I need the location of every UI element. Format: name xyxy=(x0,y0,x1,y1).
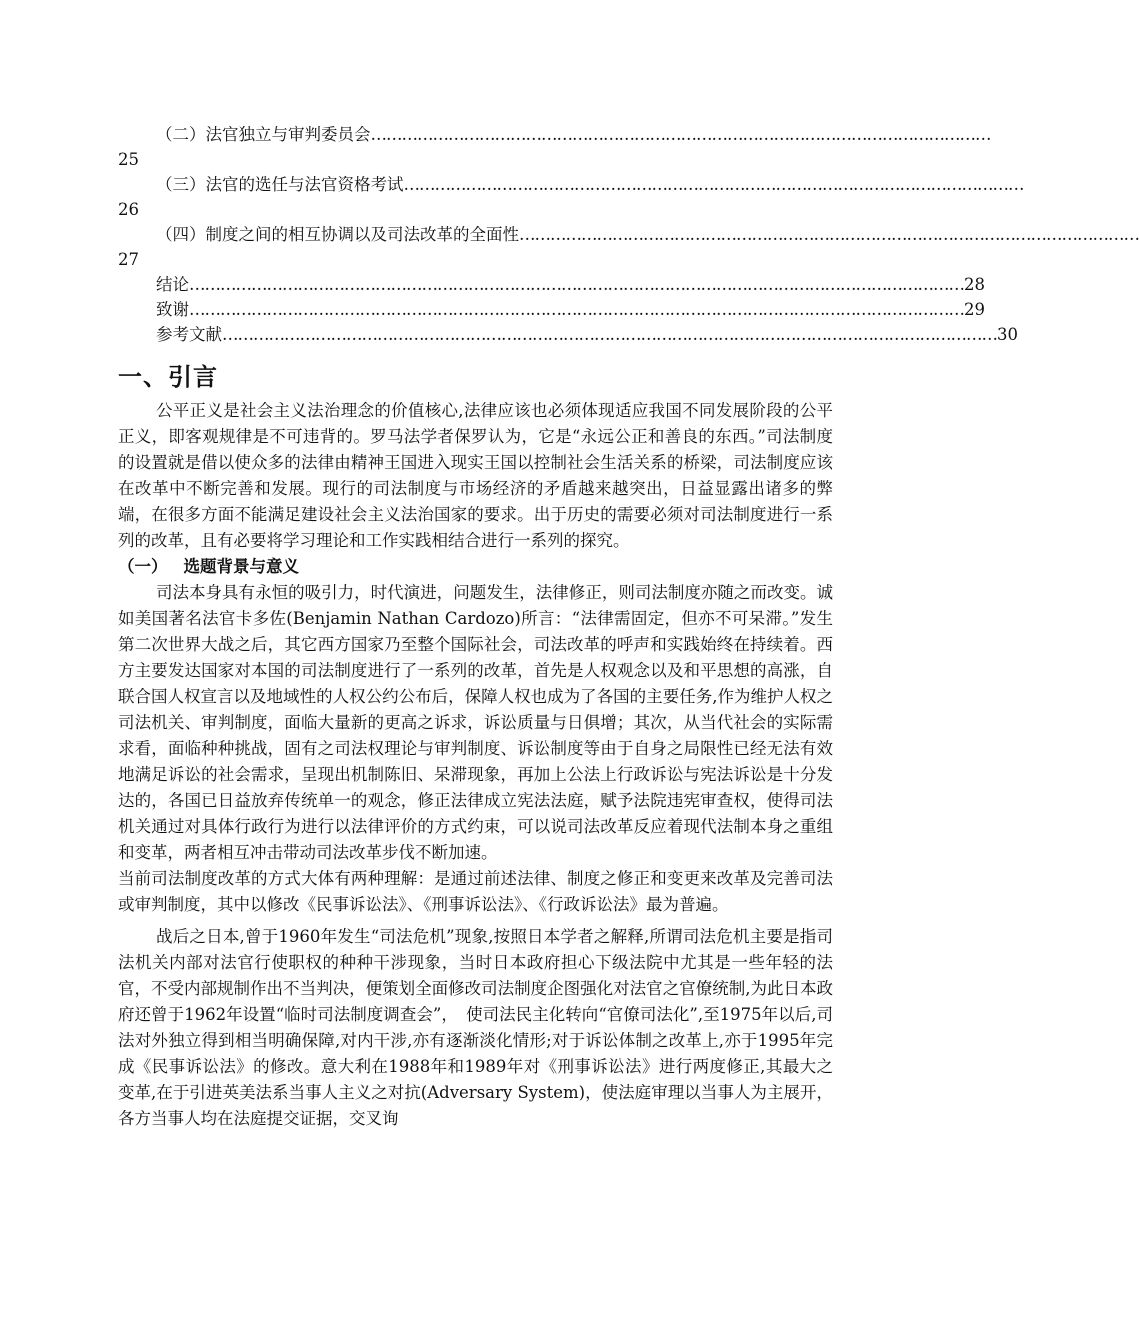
toc-entry xyxy=(118,172,1024,197)
toc-leader-dots: …………………………………………………………………………………………………………………………………… xyxy=(189,275,964,294)
paragraph: 司法本身具有永恒的吸引力，时代演进，问题发生，法律修正，则司法制度亦随之而改变。诚如美国著名法官卡多佐(Benjamin Nathan Cardozo)所言：“法律需固定，但亦不可呆滞。”发生第二次世界大战之后，其它西方国家乃至整个国际社会，司法改革的呼声和实践始终在持续着。西方主要发达国家对本国的司法制度进行了一系列的改革，首先是人权观念以及和平思想的高涨，自联合国人权宣言以及地域性的人权公约公布后，保障人权也成为了各国的主要任务,作为维护人权之司法机关、审判制度，面临大量新的更高之诉求，诉讼质量与日俱增；其次，从当代社会的实际需求看，面临种种挑战，固有之司法权理论与审判制度、诉讼制度等由于自身之局限性已经无法有效地满足诉讼的社会需求，呈现出机制陈旧、呆滞现象，再加上公法上行政诉讼与宪法诉讼是十分发达的，各国已日益放弃传统单一的观念，修正法律成立宪法法庭，赋予法院违宪审查权，使得司法机关通过对具体行政行为进行以法律评价的方式约束，可以说司法改革反应着现代法制本身之重组和变革，两者相互冲击带动司法改革步伐不断加速。 xyxy=(118,583,833,862)
toc-entry-page: 27 xyxy=(118,250,139,269)
toc-leader-dots: …………………………………………………………………………………………………………………………………… xyxy=(189,300,964,319)
toc-leader-dots: …………………………………………………………………………………………………………………………………… xyxy=(222,325,997,344)
paragraph: 战后之日本,曾于1960年发生“司法危机”现象,按照日本学者之解释,所谓司法危机主要是指司法机关内部对法官行使职权的种种干涉现象，当时日本政府担心下级法院中尤其是一些年轻的法官，不受内部规制作出不当判决，便策划全面修改司法制度企图强化对法官之官僚统制,为此日本政府还曾于1962年设置“临时司法制度调查会”， 使司法民主化转向“官僚司法化”,至1975年以后,司法对外独立得到相当明确保障,对内干涉,亦有逐渐淡化情形;对于诉讼体制之改革上,亦于1995年完成《民事诉讼法》的修改。意大利在1988年和1989年对《刑事诉讼法》进行两度修正,其最大之变革,在于引进英美法系当事人主义之对抗(Adversary System)，使法庭审理以当事人为主展开，各方当事人均在法庭提交证据，交叉询 xyxy=(118,927,833,1128)
toc-entry xyxy=(118,297,985,322)
toc-entry-page: 29 xyxy=(964,300,985,319)
toc-leader-dots: ………………………………………………………………………………………………………… xyxy=(370,125,991,144)
toc-entry-title: （三）法官的选任与法官资格考试 xyxy=(156,175,404,194)
toc-entry xyxy=(118,272,985,297)
toc-entry-title: 结论 xyxy=(156,275,189,294)
subsection-heading xyxy=(118,554,833,580)
toc-leader-dots: ………………………………………………………………………………………………………… xyxy=(403,175,1024,194)
toc-entry xyxy=(118,122,991,147)
toc-entry-page: 30 xyxy=(997,325,1018,344)
section-heading: 一、引言 xyxy=(118,363,218,391)
subsection-number: （一） xyxy=(118,557,168,576)
toc-entry-title: （二）法官独立与审判委员会 xyxy=(156,125,371,144)
intro-paragraph: 公平正义是社会主义法治理念的价值核心,法律应该也必须体现适应我国不同发展阶段的公平正义，即客观规律是不可违背的。罗马法学者保罗认为，它是“永远公正和善良的东西。”司法制度的设置就是借以使众多的法律由精神王国进入现实王国以控制社会生活关系的桥梁，司法制度应该在改革中不断完善和发展。现行的司法制度与市场经济的矛盾越来越突出，日益显露出诸多的弊端，在很多方面不能满足建设社会主义法治国家的要求。出于历史的需要必须对司法制度进行一系列的改革，且有必要将学习理论和工作实践相结合进行一系列的探究。 xyxy=(118,401,833,550)
toc-entry-title: 参考文献 xyxy=(156,325,222,344)
toc-entry-page: 26 xyxy=(118,200,139,219)
toc-entry-title: 致谢 xyxy=(156,300,189,319)
toc-entry-page: 28 xyxy=(964,275,985,294)
subsection-title: 选题背景与意义 xyxy=(183,557,299,576)
table-of-contents xyxy=(118,122,1139,347)
toc-entry-page: 25 xyxy=(118,150,139,169)
toc-leader-dots: ………………………………………………………………………………………………………… xyxy=(519,225,1139,244)
body-text xyxy=(118,398,833,1132)
toc-entry-title: （四）制度之间的相互协调以及司法改革的全面性 xyxy=(156,225,519,244)
paragraph: 当前司法制度改革的方式大体有两种理解：是通过前述法律、制度之修正和变更来改革及完善司法或审判制度，其中以修改《民事诉讼法》、《刑事诉讼法》、《行政诉讼法》最为普遍。 xyxy=(118,869,833,914)
toc-entry xyxy=(118,322,1018,347)
toc-entry xyxy=(118,222,1139,247)
